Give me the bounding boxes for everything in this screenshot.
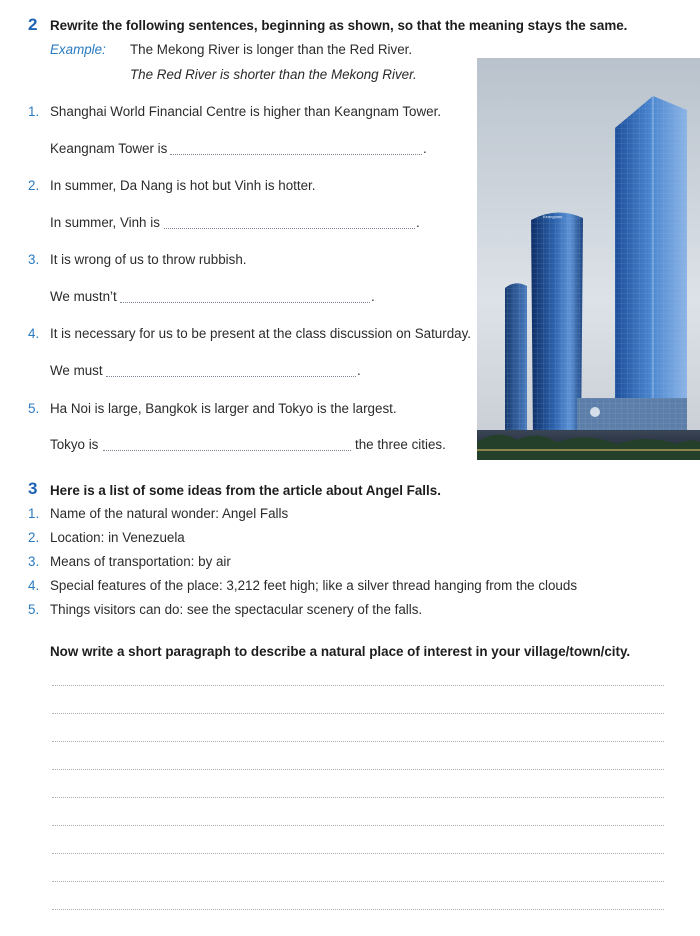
writing-line[interactable]: [52, 713, 664, 714]
item-prompt: In summer, Vinh is: [50, 215, 160, 230]
idea-number: 1.: [28, 506, 40, 521]
writing-line[interactable]: [52, 825, 664, 826]
item-prompt: We must: [50, 363, 103, 378]
idea-number: 2.: [28, 530, 40, 545]
item-after: .: [423, 141, 427, 156]
skyscraper-photo: [477, 58, 700, 460]
example-answer: The Red River is shorter than the Mekong River.: [130, 67, 417, 82]
item-after: .: [357, 363, 361, 378]
idea-text: Special features of the place: 3,212 feet high; like a silver thread hanging from the clouds: [50, 578, 578, 593]
item-after: .: [371, 289, 375, 304]
item-sentence: In summer, Da Nang is hot but Vinh is hotter.: [50, 178, 316, 193]
writing-line[interactable]: [52, 853, 664, 854]
writing-line[interactable]: [52, 685, 664, 686]
answer-blank[interactable]: [120, 302, 370, 303]
item-after: the three cities.: [355, 437, 446, 452]
item-number: 2.: [28, 178, 40, 193]
exercise-3-number: 3: [28, 479, 38, 498]
exercise-2-instruction: Rewrite the following sentences, beginning as shown, so that the meaning stays the same.: [50, 18, 628, 33]
answer-blank[interactable]: [103, 450, 351, 451]
exercise-3-instruction: Here is a list of some ideas from the article about Angel Falls.: [50, 483, 441, 498]
writing-task-instruction: Now write a short paragraph to describe a natural place of interest in your village/town/city.: [50, 644, 631, 659]
writing-line[interactable]: [52, 797, 664, 798]
item-number: 1.: [28, 104, 40, 119]
idea-text: Means of transportation: by air: [50, 554, 231, 569]
item-after: .: [416, 215, 420, 230]
item-prompt: Keangnam Tower is: [50, 141, 168, 156]
answer-blank[interactable]: [170, 154, 422, 155]
idea-number: 3.: [28, 554, 40, 569]
item-sentence: It is wrong of us to throw rubbish.: [50, 252, 247, 267]
writing-line[interactable]: [52, 909, 664, 910]
idea-number: 4.: [28, 578, 40, 593]
writing-line[interactable]: [52, 741, 664, 742]
answer-blank[interactable]: [106, 376, 356, 377]
writing-line[interactable]: [52, 769, 664, 770]
item-number: 3.: [28, 252, 40, 267]
item-prompt: We mustn’t: [50, 289, 117, 304]
idea-number: 5.: [28, 602, 40, 617]
item-number: 4.: [28, 326, 40, 341]
item-sentence: It is necessary for us to be present at the class discussion on Saturday.: [50, 326, 472, 341]
idea-text: Location: in Venezuela: [50, 530, 185, 545]
item-sentence: Shanghai World Financial Centre is higher than Keangnam Tower.: [50, 104, 442, 119]
writing-line[interactable]: [52, 881, 664, 882]
item-sentence: Ha Noi is large, Bangkok is larger and Tokyo is the largest.: [50, 401, 397, 416]
exercise-2-number: 2: [28, 15, 38, 34]
answer-blank[interactable]: [164, 228, 415, 229]
example-label: Example:: [50, 42, 106, 57]
idea-text: Name of the natural wonder: Angel Falls: [50, 506, 289, 521]
idea-text: Things visitors can do: see the spectacular scenery of the falls.: [50, 602, 423, 617]
building-sign: Keangnam: [543, 214, 563, 219]
item-prompt: Tokyo is: [50, 437, 99, 452]
item-number: 5.: [28, 401, 40, 416]
example-sentence: The Mekong River is longer than the Red River.: [130, 42, 413, 57]
